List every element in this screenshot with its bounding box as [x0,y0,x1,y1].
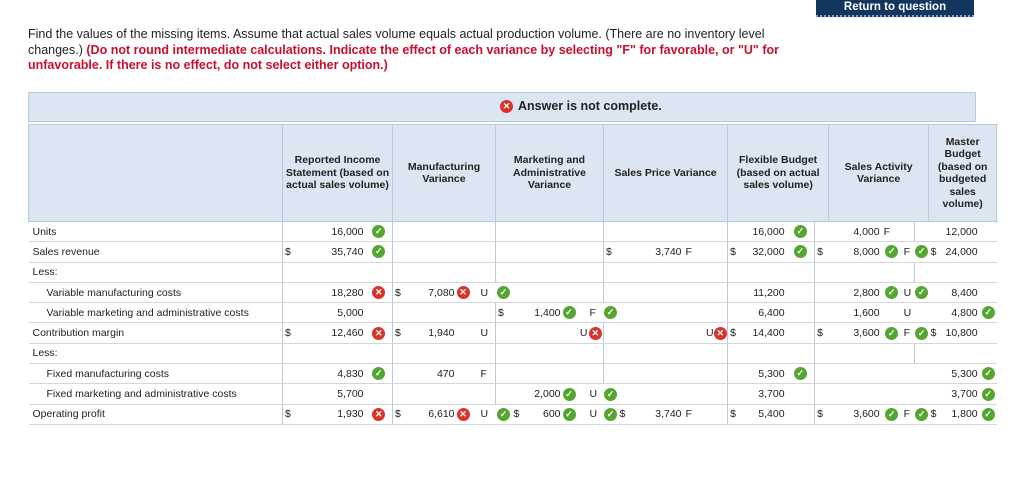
correct-icon: ✓ [563,306,576,319]
row-label: Units [29,222,283,242]
correct-icon: ✓ [982,306,995,319]
mfg-contrib-value: 1,940 [407,323,457,343]
dollar-sign: $ [283,404,314,424]
status-banner [28,92,976,122]
correct-icon: ✓ [497,286,510,299]
return-to-question-button[interactable]: Return to question [816,0,974,17]
mfg-var-mfg-input[interactable]: 7,080 [407,282,457,302]
header-sales-activity: Sales Activity Variance [829,125,929,222]
correct-icon: ✓ [794,245,807,258]
mfg-fix-mfg-value: 470 [407,364,457,384]
header-manufacturing: Manufacturing Variance [393,125,496,222]
activity-var-mkt-value: 1,600 [829,303,882,323]
table-row-contribution-margin [29,323,997,343]
incorrect-icon: ✕ [589,327,602,340]
variance-table [28,124,997,425]
reported-fix-mfg-input[interactable]: 4,830 [314,364,366,384]
correct-icon: ✓ [885,245,898,258]
header-sales-price: Sales Price Variance [604,125,728,222]
instructions [28,27,818,74]
header-marketing: Marketing and Administrative Variance [496,125,604,222]
flexible-fix-mkt-value: 3,700 [728,384,787,404]
correct-icon: ✓ [915,286,928,299]
sales-price-contrib-fu[interactable]: U [684,323,714,343]
incorrect-icon: ✕ [372,408,385,421]
table-row-less [29,262,997,282]
dollar-sign: $ [513,408,520,421]
master-units-value: 12,000 [929,222,980,242]
instructions-text: Find the values of the missing items. Assume that actual sales volume equals actual production volume. (There are no inventory level changes.) [28,27,765,57]
incorrect-icon: ✕ [714,327,727,340]
activity-revenue-input[interactable]: 8,000 [829,242,882,262]
mkt-profit-input[interactable]: $ 600 [512,404,563,424]
dollar-sign: $ [604,242,618,262]
flexible-profit-value: $ 5,400 [728,404,787,424]
correct-icon: ✓ [372,245,385,258]
dollar-sign: $ [930,245,937,258]
correct-icon: ✓ [982,388,995,401]
dollar-sign: $ [619,408,626,421]
row-label: Variable marketing and administrative costs [29,303,283,323]
mfg-profit-input[interactable]: 6,610 [407,404,457,424]
reported-contrib-input[interactable]: 12,460 [314,323,366,343]
table-row-variable-marketing [29,303,997,323]
incorrect-icon: ✕ [457,408,470,421]
mfg-fix-mfg-fu: F [479,364,496,384]
mkt-fix-mkt-fu[interactable]: U [588,384,604,404]
correct-icon: ✓ [794,367,807,380]
correct-icon: ✓ [982,367,995,380]
incorrect-icon: ✕ [457,286,470,299]
header-master: Master Budget (based on budgeted sales volume) [929,125,997,222]
reported-var-mfg-input[interactable]: 18,280 [314,282,366,302]
correct-icon: ✓ [563,408,576,421]
incorrect-icon: ✕ [500,100,513,113]
mkt-profit-fu[interactable]: U [588,404,604,424]
reported-fix-mkt-value: 5,700 [314,384,366,404]
table-row-operating-profit [29,404,997,424]
dollar-sign: $ [283,323,314,343]
header-flexible: Flexible Budget (based on actual sales volume) [728,125,829,222]
correct-icon: ✓ [915,327,928,340]
activity-var-mfg-input[interactable]: 2,800 [829,282,882,302]
sales-price-revenue-fu: F [684,242,714,262]
master-fix-mkt-input[interactable]: 3,700 [929,384,980,404]
mkt-var-mkt-input[interactable]: 1,400 [512,303,563,323]
master-var-mfg-value: 8,400 [929,282,980,302]
activity-units-fu: F [882,222,902,242]
master-contrib-value: $ 10,800 [929,323,980,343]
reported-profit-input[interactable]: 1,930 [314,404,366,424]
row-label: Contribution margin [29,323,283,343]
table-row-units [29,222,997,242]
incorrect-icon: ✕ [372,286,385,299]
correct-icon: ✓ [497,408,510,421]
row-label: Fixed manufacturing costs [29,364,283,384]
mkt-contrib-fu[interactable]: U [563,323,588,343]
table-row-variable-manufacturing [29,282,997,302]
mfg-var-mfg-fu[interactable]: U [479,282,496,302]
dollar-sign: $ [393,404,407,424]
correct-icon: ✓ [885,327,898,340]
correct-icon: ✓ [604,306,617,319]
dollar-sign: $ [393,323,407,343]
dollar-sign: $ [393,282,407,302]
header-reported: Reported Income Statement (based on actual sales volume) [283,125,393,222]
sales-price-revenue-value: 3,740 [618,242,684,262]
sales-price-profit-fu: F [684,404,714,424]
master-var-mkt-input[interactable]: 4,800 [929,303,980,323]
activity-contrib-input[interactable]: 3,600 [829,323,882,343]
correct-icon: ✓ [982,408,995,421]
reported-units-input[interactable]: 16,000 [314,222,366,242]
table-row-fixed-manufacturing [29,364,997,384]
instructions-note: (Do not round intermediate calculations. Indicate the effect of each variance by selecting "F" for favorable, or "U" for unfavorable. If there is no effect, do not select either option.) [28,42,779,72]
correct-icon: ✓ [794,225,807,238]
activity-var-mfg-fu[interactable]: U [902,282,915,302]
correct-icon: ✓ [604,408,617,421]
dollar-sign: $ [283,242,314,262]
row-label: Operating profit [29,404,283,424]
header-blank [29,125,283,222]
mkt-fix-mkt-input[interactable]: 2,000 [512,384,563,404]
reported-revenue-input[interactable]: 35,740 [314,242,366,262]
row-label: Fixed marketing and administrative costs [29,384,283,404]
flexible-revenue-input[interactable]: $ 32,000 [728,242,787,262]
row-label: Less: [29,262,283,282]
correct-icon: ✓ [885,408,898,421]
table-row-less [29,343,997,363]
activity-revenue-fu[interactable]: F [902,242,915,262]
dollar-sign: $ [930,327,937,340]
correct-icon: ✓ [915,245,928,258]
sales-price-profit-value: $ 3,740 [618,404,684,424]
dollar-sign: $ [730,408,736,421]
header-row [29,125,997,222]
activity-profit-input[interactable]: 3,600 [829,404,882,424]
dollar-sign: $ [815,404,829,424]
incorrect-icon: ✕ [372,327,385,340]
mkt-var-mkt-fu[interactable]: F [588,303,604,323]
dollar-sign: $ [815,323,829,343]
dollar-sign: $ [815,242,829,262]
flexible-fix-mfg-input[interactable]: 5,300 [728,364,787,384]
correct-icon: ✓ [372,225,385,238]
master-fix-mfg-input[interactable]: 5,300 [929,364,980,384]
correct-icon: ✓ [563,388,576,401]
activity-contrib-fu[interactable]: F [902,323,915,343]
master-profit-input[interactable]: $ 1,800 [929,404,980,424]
dollar-sign: $ [496,303,512,323]
flexible-contrib-value: $ 14,400 [728,323,787,343]
flexible-var-mkt-value: 6,400 [728,303,787,323]
row-label: Less: [29,343,283,363]
dollar-sign: $ [930,408,937,421]
dollar-sign: $ [730,245,736,258]
activity-units-value: 4,000 [829,222,882,242]
flexible-var-mfg-value: 11,200 [728,282,787,302]
activity-profit-fu[interactable]: F [902,404,915,424]
row-label: Variable manufacturing costs [29,282,283,302]
mfg-profit-fu[interactable]: U [479,404,496,424]
dollar-sign: $ [730,327,736,340]
master-revenue-value: $ 24,000 [929,242,980,262]
table-row-fixed-marketing [29,384,997,404]
correct-icon: ✓ [915,408,928,421]
correct-icon: ✓ [604,388,617,401]
activity-var-mkt-fu: U [902,303,915,323]
banner-text: Answer is not complete. [518,99,662,113]
reported-var-mkt-value: 5,000 [314,303,366,323]
correct-icon: ✓ [885,286,898,299]
table-row-sales-revenue [29,242,997,262]
flexible-units-input[interactable]: 16,000 [728,222,787,242]
row-label: Sales revenue [29,242,283,262]
correct-icon: ✓ [372,367,385,380]
mfg-contrib-fu: U [479,323,496,343]
